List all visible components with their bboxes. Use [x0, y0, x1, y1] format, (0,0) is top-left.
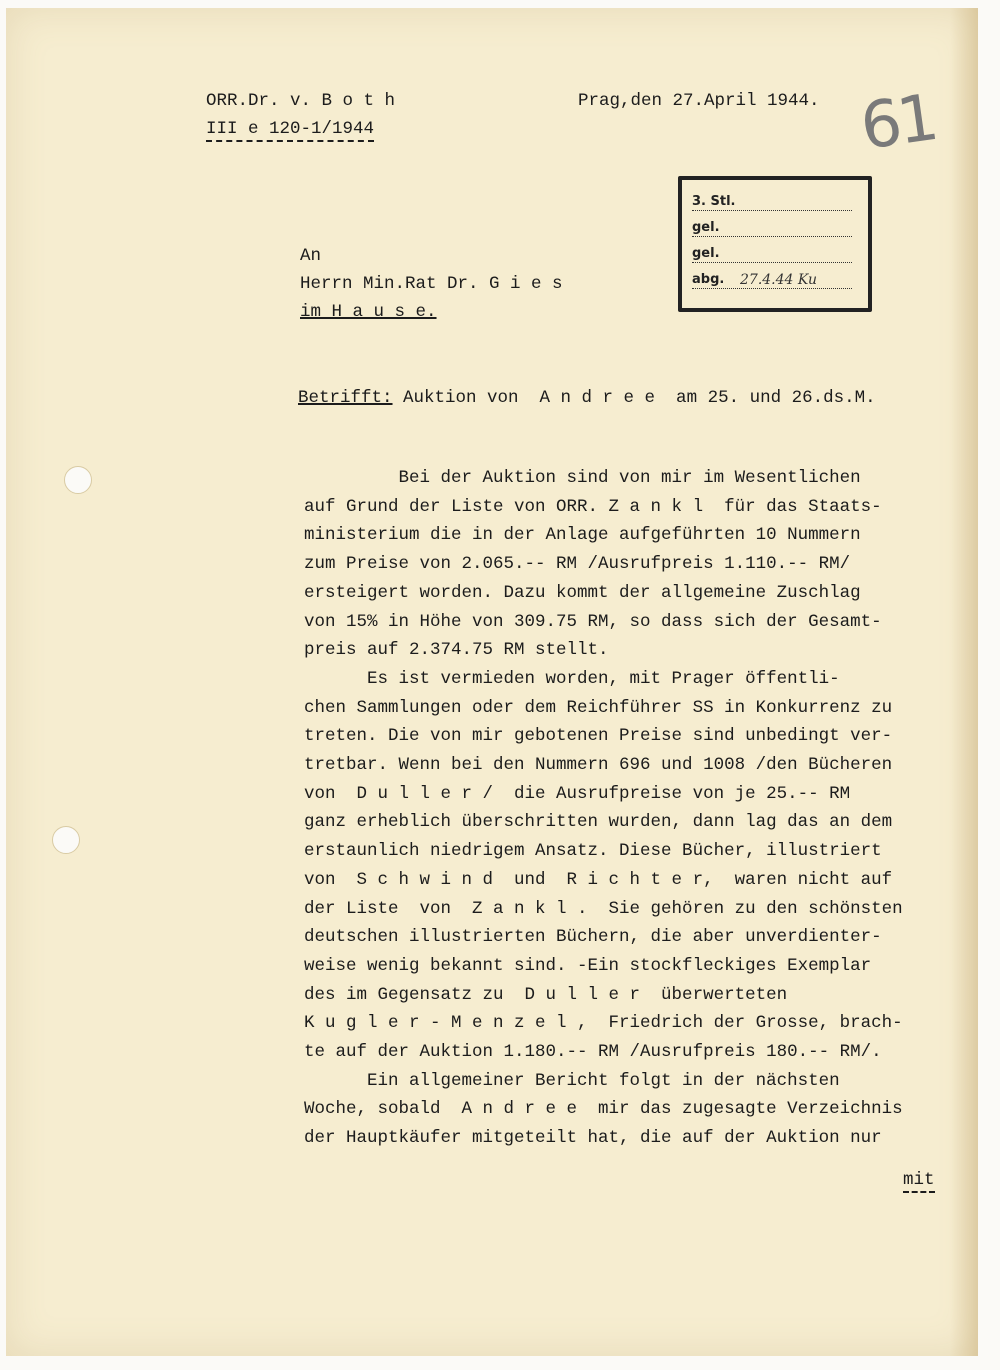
body-line: tretbar. Wenn bei den Nummern 696 und 1008 /den Bücheren	[304, 755, 893, 775]
body-line: von S c h w i n d und R i c h t e r, waren nicht auf	[304, 869, 893, 890]
body-line: der Liste von Z a n k l . Sie gehören zu den schönsten	[304, 898, 903, 919]
recipient-name: Herrn Min.Rat Dr. G i e s	[300, 274, 563, 294]
subject-text: Auktion von A n d r e e am 25. und 26.ds.M.	[392, 388, 876, 408]
body-line: erstaunlich niedrigem Ansatz. Diese Bücher, illustriert	[304, 841, 882, 862]
punch-hole-bottom	[52, 826, 80, 854]
body-line: weise wenig bekannt sind. -Ein stockfleckiges Exemplar	[304, 955, 872, 976]
punch-hole-top	[64, 466, 92, 494]
catchword: mit	[903, 1170, 935, 1193]
body-line: ganz erheblich überschritten wurden, dann lag das an dem	[304, 812, 893, 833]
folio-number: 61	[856, 81, 940, 165]
body-line: preis auf 2.374.75 RM stellt.	[304, 640, 609, 661]
body-line: ersteigert worden. Dazu kommt der allgemeine Zuschlag	[304, 582, 861, 603]
body-line: Ein allgemeiner Bericht folgt in der nächsten	[304, 1070, 840, 1091]
body-line: chen Sammlungen oder dem Reichführer SS in Konkurrenz zu	[304, 697, 893, 718]
body-line: zum Preise von 2.065.-- RM /Ausrufpreis 1.110.-- RM/	[304, 554, 851, 575]
stamp-row: 3. Stl.	[692, 192, 852, 211]
sender-reference: III e 120-1/1944	[206, 119, 374, 142]
recipient-salutation: An	[300, 246, 322, 266]
body-line: des im Gegensatz zu D u l l e r überwerteten	[304, 984, 788, 1005]
recipient-location: im H a u s e.	[300, 302, 437, 322]
place-date: Prag,den 27.April 1944.	[578, 91, 820, 111]
letter-page	[6, 8, 978, 1356]
body-line: te auf der Auktion 1.180.-- RM /Ausrufpreis 180.-- RM/.	[304, 1042, 882, 1062]
stamp-row: gel.	[692, 218, 852, 237]
stamp-row: gel.	[692, 244, 852, 263]
body-line: Woche, sobald A n d r e e mir das zugesagte Verzeichnis	[304, 1099, 903, 1120]
page-edge	[950, 8, 978, 1356]
body-line: K u g l e r - M e n z e l , Friedrich der Grosse, brach-	[304, 1013, 903, 1034]
body-line: ministerium die in der Anlage aufgeführten 10 Nummern	[304, 525, 861, 546]
body-line: der Hauptkäufer mitgeteilt hat, die auf der Auktion nur	[304, 1128, 882, 1149]
body-line: Es ist vermieden worden, mit Prager öffentli-	[304, 668, 840, 689]
body-line: Bei der Auktion sind von mir im Wesentlichen	[304, 468, 861, 488]
body-line: von 15% in Höhe von 309.75 RM, so dass sich der Gesamt-	[304, 611, 882, 632]
subject-line	[298, 388, 876, 408]
sender-name: ORR.Dr. v. B o t h	[206, 91, 396, 111]
body-line: auf Grund der Liste von ORR. Z a n k l für das Staats-	[304, 496, 882, 517]
body-line: deutschen illustrierten Büchern, die aber unverdienter-	[304, 927, 882, 948]
subject-label: Betrifft:	[298, 388, 393, 408]
registry-stamp	[678, 176, 872, 312]
body-line: von D u l l e r / die Ausrufpreise von je 25.-- RM	[304, 783, 851, 804]
stamp-row: abg. 27.4.44 Ku	[692, 270, 852, 289]
body-line: treten. Die von mir gebotenen Preise sind unbedingt ver-	[304, 726, 893, 747]
